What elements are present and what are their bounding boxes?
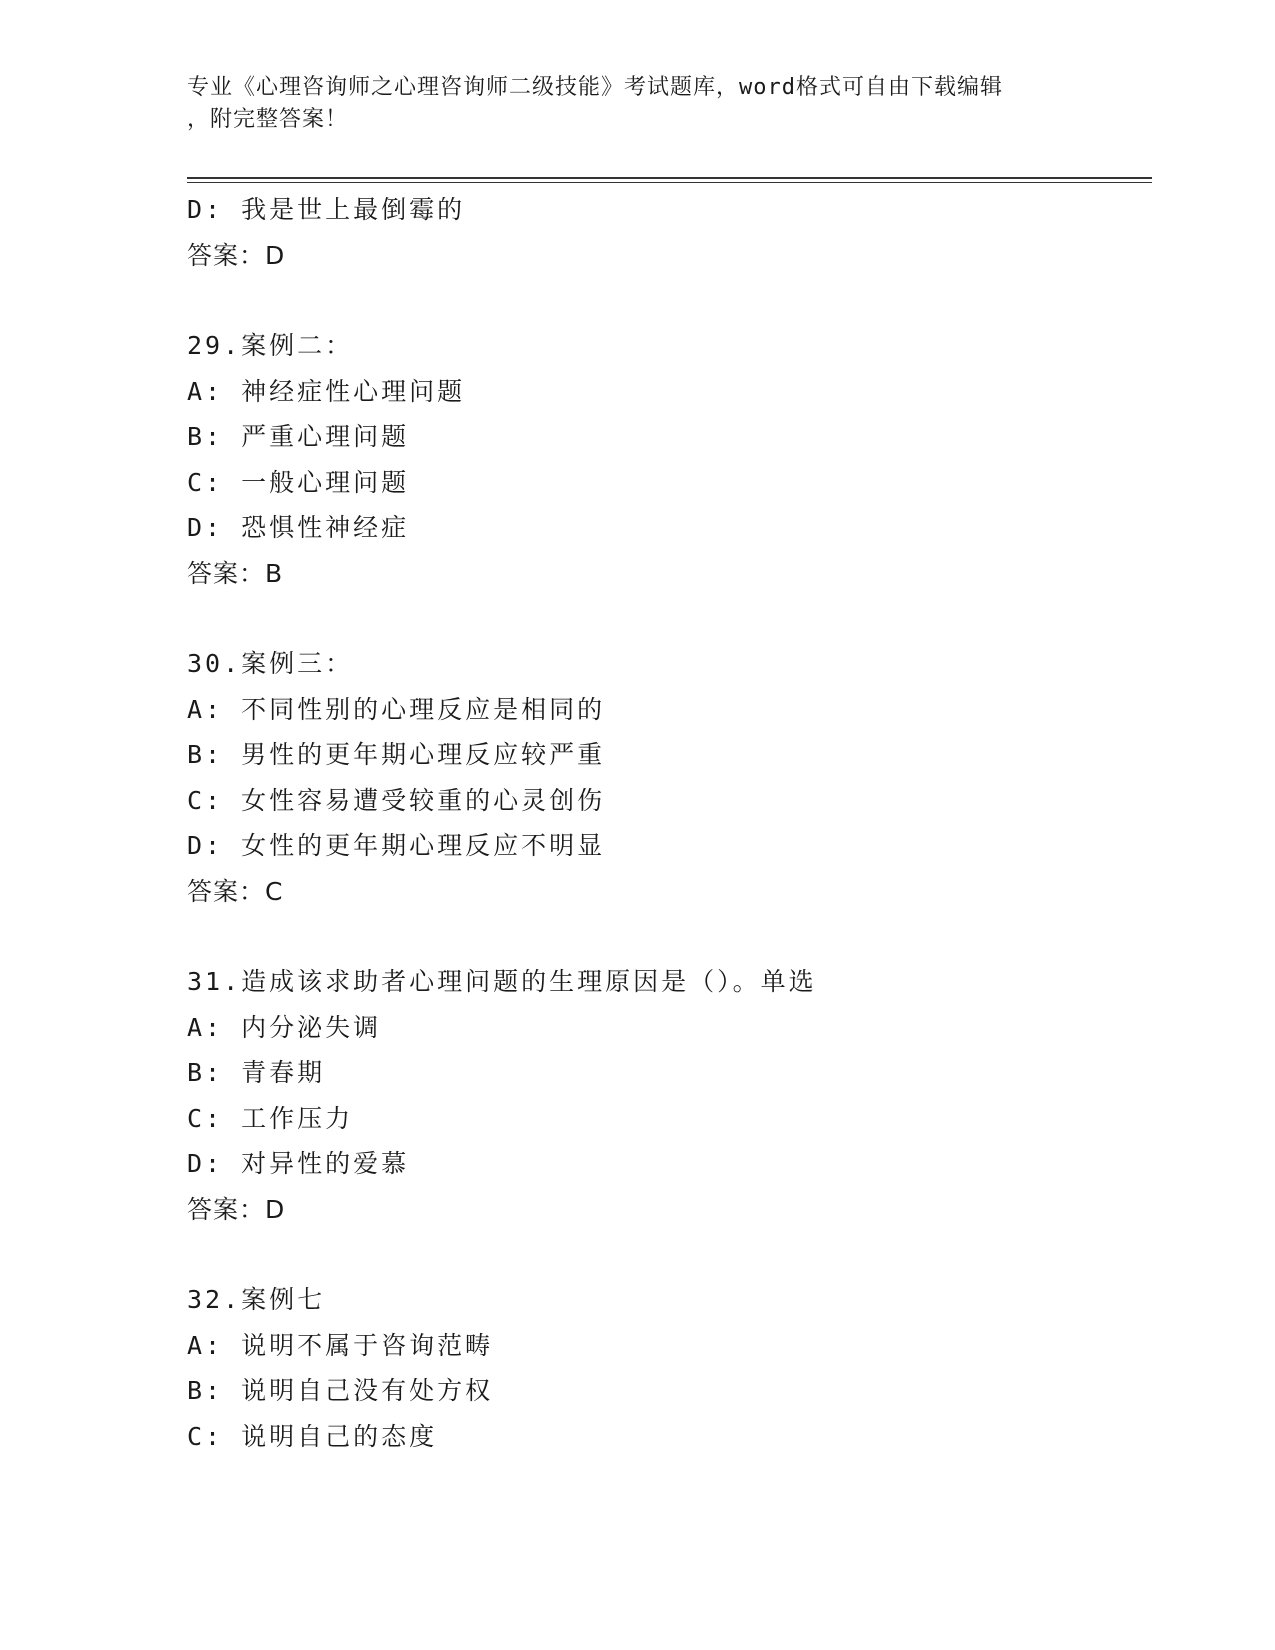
page-body bbox=[187, 187, 1147, 1459]
option-a: A: 说明不属于咨询范畴 bbox=[187, 1330, 494, 1360]
option-d: D: 对异性的爱慕 bbox=[187, 1149, 410, 1178]
question-title: 29.案例二： bbox=[187, 331, 354, 360]
option-c: C: 一般心理问题 bbox=[187, 467, 410, 497]
option-b: B: 男性的更年期心理反应较严重 bbox=[187, 740, 606, 769]
option-d: D: 恐惧性神经症 bbox=[187, 513, 410, 542]
question-29 bbox=[187, 323, 1147, 596]
header-rule-thin bbox=[187, 182, 1152, 183]
option-d: D: 我是世上最倒霉的 bbox=[187, 195, 466, 224]
option-c: C: 说明自己的态度 bbox=[187, 1421, 438, 1451]
option-c: C: 女性容易遭受较重的心灵创伤 bbox=[187, 785, 606, 815]
header-line-2: ，附完整答案！ bbox=[187, 107, 349, 132]
answer-line: 答案：B bbox=[187, 558, 284, 588]
answer-line: 答案：D bbox=[187, 240, 286, 270]
option-a: A: 内分泌失调 bbox=[187, 1012, 382, 1042]
option-d: D: 女性的更年期心理反应不明显 bbox=[187, 831, 606, 860]
question-31 bbox=[187, 959, 1147, 1232]
option-b: B: 说明自己没有处方权 bbox=[187, 1376, 494, 1405]
question-32 bbox=[187, 1277, 1147, 1459]
header-rule bbox=[187, 177, 1152, 179]
option-c: C: 工作压力 bbox=[187, 1103, 354, 1133]
page-header bbox=[187, 72, 1087, 136]
answer-line: 答案：C bbox=[187, 876, 284, 906]
question-title: 30.案例三： bbox=[187, 649, 354, 678]
header-line-1: 专业《心理咨询师之心理咨询师二级技能》考试题库，word格式可自由下载编辑 bbox=[187, 75, 1003, 100]
question-30 bbox=[187, 641, 1147, 914]
option-b: B: 青春期 bbox=[187, 1058, 326, 1087]
answer-line: 答案：D bbox=[187, 1194, 286, 1224]
option-a: A: 神经症性心理问题 bbox=[187, 376, 466, 406]
question-title: 31.造成该求助者心理问题的生理原因是（）。单选 bbox=[187, 967, 817, 996]
question-title: 32.案例七 bbox=[187, 1285, 326, 1314]
option-b: B: 严重心理问题 bbox=[187, 422, 410, 451]
option-a: A: 不同性别的心理反应是相同的 bbox=[187, 694, 606, 724]
